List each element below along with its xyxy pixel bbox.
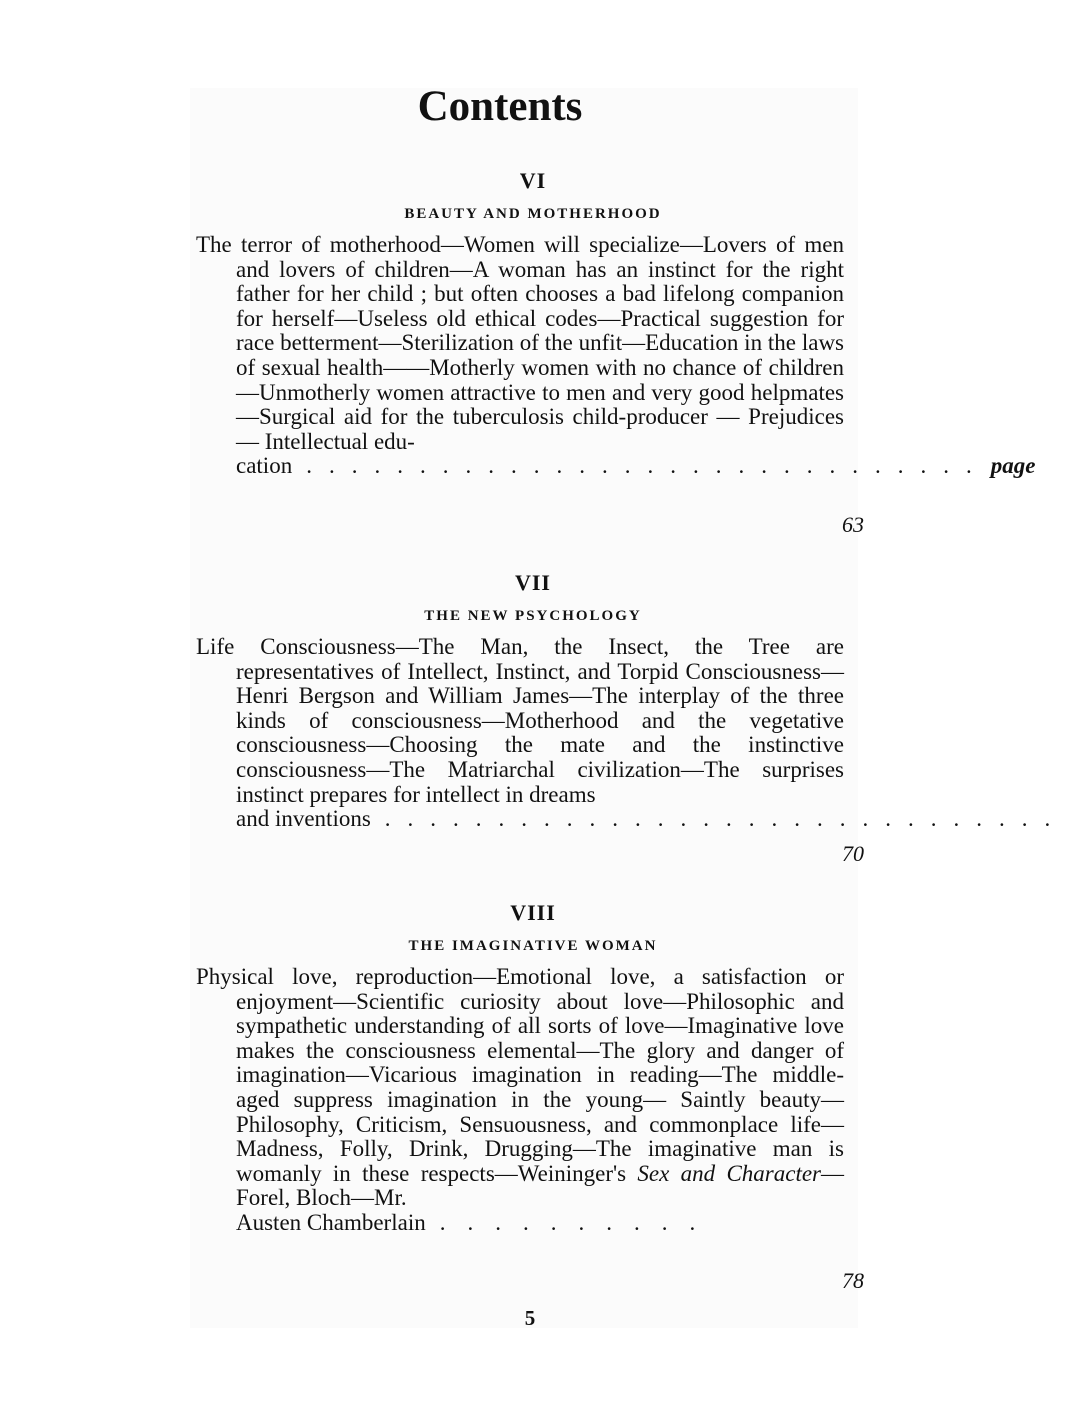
section-last-line [236,453,1036,479]
section-numeral: VIII [510,900,556,925]
toc-section-vii [196,570,1067,866]
section-heading: THE NEW PSYCHOLOGY [424,608,642,624]
section-numeral: VI [519,168,547,193]
section-numeral: VII [514,570,551,595]
dot-leader: .............................. [384,806,1067,832]
page-title: Contents [417,83,583,130]
summary-text-end: —Forel, Bloch—Mr. [236,1160,845,1211]
summary-text: Physical love, reproduction—Emotional love, a satisfaction or enjoyment—Scientific curiosity about love—Philosophic and sympathetic understanding of all sorts of love—Imaginative love makes the consciousness elemental—The glory and danger of imagination—Vicarious imagination in reading—The middle-aged suppress imagination in the young— Saintly beauty—Philosophy, Criticism, Sensuousness, and commonplace life—Madness, Folly, Drink, Drugging—The imaginative man is womanly in these respects—Weininger's [196,964,844,1186]
section-page-number: 78 [842,1268,864,1293]
section-last-line-text: and inventions [236,806,371,832]
section-summary: The terror of motherhood—Women will specialize—Lovers of men and lovers of children—A woman has an instinct for the right father for her child ; but often chooses a bad lifelong companion for herself—Useless old ethical codes—Practical suggestion for race betterment—Sterilization of the unfit—Education in the laws of sexual health——Motherly women with no chance of children—Unmotherly women attractive to men and very good helpmates—Surgical aid for the tuberculosis child-producer — Prejudices — Intellectual edu- [196,232,844,454]
section-last-line-text: cation [236,453,293,479]
toc-section-vi [196,168,1036,537]
dot-leader: .............................. [306,453,989,479]
section-heading: BEAUTY AND MOTHERHOOD [404,206,662,222]
section-last-line [236,806,1067,832]
toc-section-viii [196,900,864,1293]
book-title: Sex and Character [637,1160,822,1186]
section-summary [196,965,844,1211]
section-heading: THE IMAGINATIVE WOMAN [408,938,658,954]
section-last-line [236,1209,718,1236]
footer-page-number: 5 [524,1306,536,1330]
dot-leader: .......... [439,1209,718,1235]
section-last-line-text: Austen Chamberlain [236,1209,426,1235]
section-page-number: 63 [842,512,864,537]
page-label: page [990,453,1036,479]
section-page-number: 70 [842,841,864,866]
section-summary: Life Consciousness—The Man, the Insect, the Tree are representatives of Intellect, Instinct, and Torpid Consciousness—Henri Bergson and William James—The interplay of the three kinds of consciousness—Motherhood and the vegetative consciousness—Choosing the mate and the instinctive consciousness—The Matriarchal civilization—The surprises instinct prepares for intellect in dreams [196,634,844,807]
